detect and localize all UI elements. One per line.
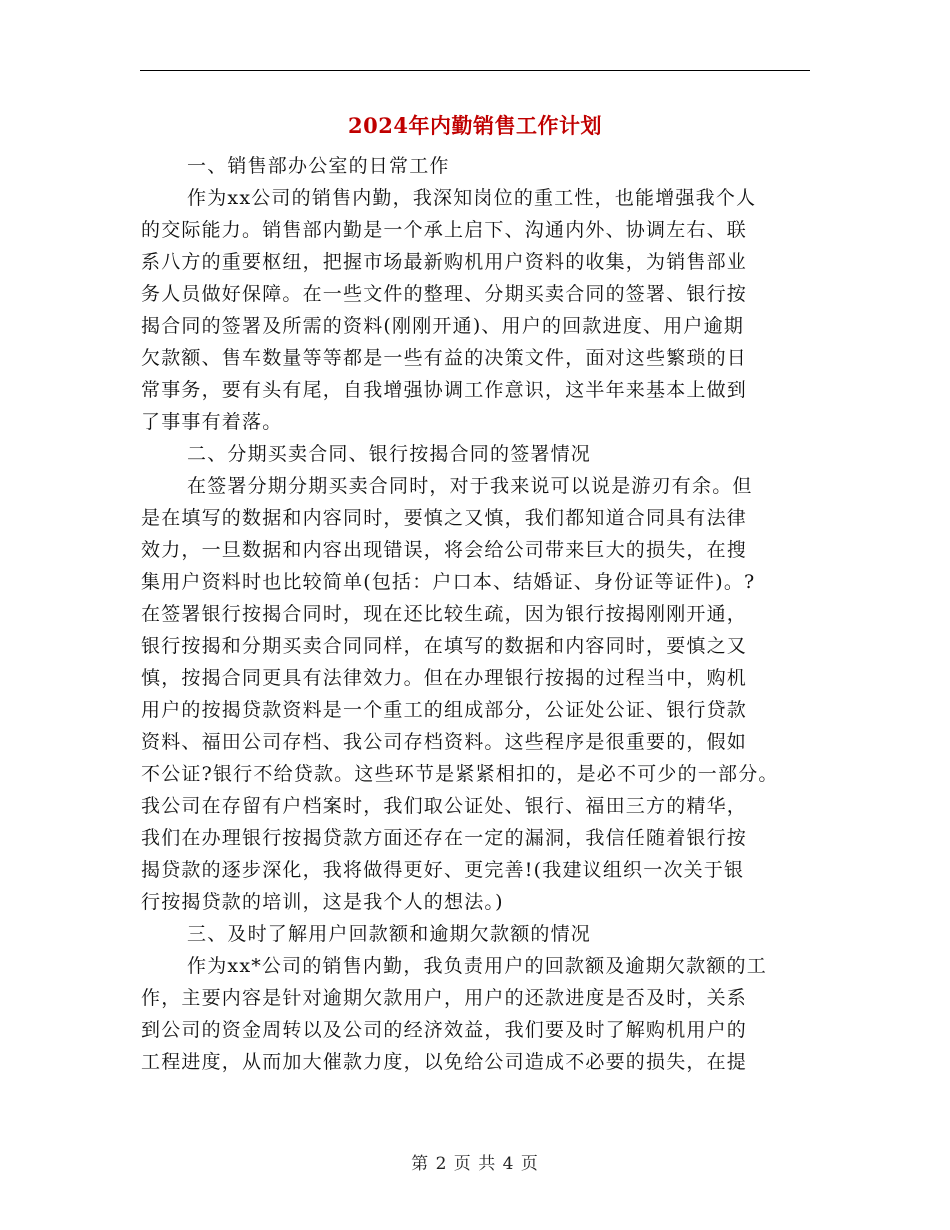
paragraph-line: 资料、福田公司存档、我公司存档资料。这些程序是很重要的，假如 xyxy=(141,731,748,753)
document-title: 2024年内勤销售工作计划 xyxy=(348,113,602,138)
paragraph-line: 的交际能力。销售部内勤是一个承上启下、沟通内外、协调左右、联 xyxy=(141,219,748,241)
paragraph-line: 在签署银行按揭合同时，现在还比较生疏，因为银行按揭刚刚开通， xyxy=(141,603,748,625)
paragraph-line: 不公证?银行不给贷款。这些环节是紧紧相扣的，是必不可少的一部分。 xyxy=(141,763,779,785)
paragraph-line: 效力，一旦数据和内容出现错误，将会给公司带来巨大的损失，在搜 xyxy=(141,539,748,561)
paragraph-line: 慎，按揭合同更具有法律效力。但在办理银行按揭的过程当中，购机 xyxy=(141,667,748,689)
paragraph-line: 银行按揭和分期买卖合同同样，在填写的数据和内容同时，要慎之又 xyxy=(141,635,748,657)
paragraph-line: 务人员做好保障。在一些文件的整理、分期买卖合同的签署、银行按 xyxy=(141,283,748,305)
paragraph-line: 揭合同的签署及所需的资料(刚刚开通)、用户的回款进度、用户逾期 xyxy=(141,315,745,337)
paragraph-line: 我们在办理银行按揭贷款方面还存在一定的漏洞，我信任随着银行按 xyxy=(141,827,748,849)
section-heading: 一、销售部办公室的日常工作 xyxy=(187,155,450,177)
paragraph-line: 用户的按揭贷款资料是一个重工的组成部分，公证处公证、银行贷款 xyxy=(141,699,748,721)
paragraph-line: 作，主要内容是针对逾期欠款用户，用户的还款进度是否及时，关系 xyxy=(141,987,748,1009)
paragraph-line: 欠款额、售车数量等等都是一些有益的决策文件，面对这些繁琐的日 xyxy=(141,347,748,369)
paragraph-line: 集用户资料时也比较简单(包括：户口本、结婚证、身份证等证件)。? xyxy=(141,571,756,593)
paragraph-line: 常事务，要有头有尾，自我增强协调工作意识，这半年来基本上做到 xyxy=(141,379,748,401)
paragraph-line: 作为xx*公司的销售内勤，我负责用户的回款额及逾期欠款额的工 xyxy=(187,955,767,977)
paragraph-line: 我公司在存留有户档案时，我们取公证处、银行、福田三方的精华， xyxy=(141,795,748,817)
paragraph-line: 到公司的资金周转以及公司的经济效益，我们要及时了解购机用户的 xyxy=(141,1019,748,1041)
document-body xyxy=(141,150,821,1078)
paragraph-line: 在签署分期分期买卖合同时，对于我来说可以说是游刃有余。但 xyxy=(187,475,753,497)
paragraph-line: 揭贷款的逐步深化，我将做得更好、更完善!(我建议组织一次关于银 xyxy=(141,859,745,881)
paragraph-line: 作为xx公司的销售内勤，我深知岗位的重工性，也能增强我个人 xyxy=(187,187,757,209)
paragraph-line: 了事事有着落。 xyxy=(141,411,283,433)
paragraph-line: 工程进度，从而加大催款力度，以免给公司造成不必要的损失，在提 xyxy=(141,1051,748,1073)
section-heading: 三、及时了解用户回款额和逾期欠款额的情况 xyxy=(187,923,592,945)
page-number-footer: 第 2 页 共 4 页 xyxy=(411,1154,539,1174)
paragraph-line: 系八方的重要枢纽，把握市场最新购机用户资料的收集，为销售部业 xyxy=(141,251,748,273)
section-heading: 二、分期买卖合同、银行按揭合同的签署情况 xyxy=(187,443,592,465)
header-rule xyxy=(140,70,810,71)
paragraph-line: 行按揭贷款的培训，这是我个人的想法。) xyxy=(141,891,504,913)
paragraph-line: 是在填写的数据和内容同时，要慎之又慎，我们都知道合同具有法律 xyxy=(141,507,748,529)
